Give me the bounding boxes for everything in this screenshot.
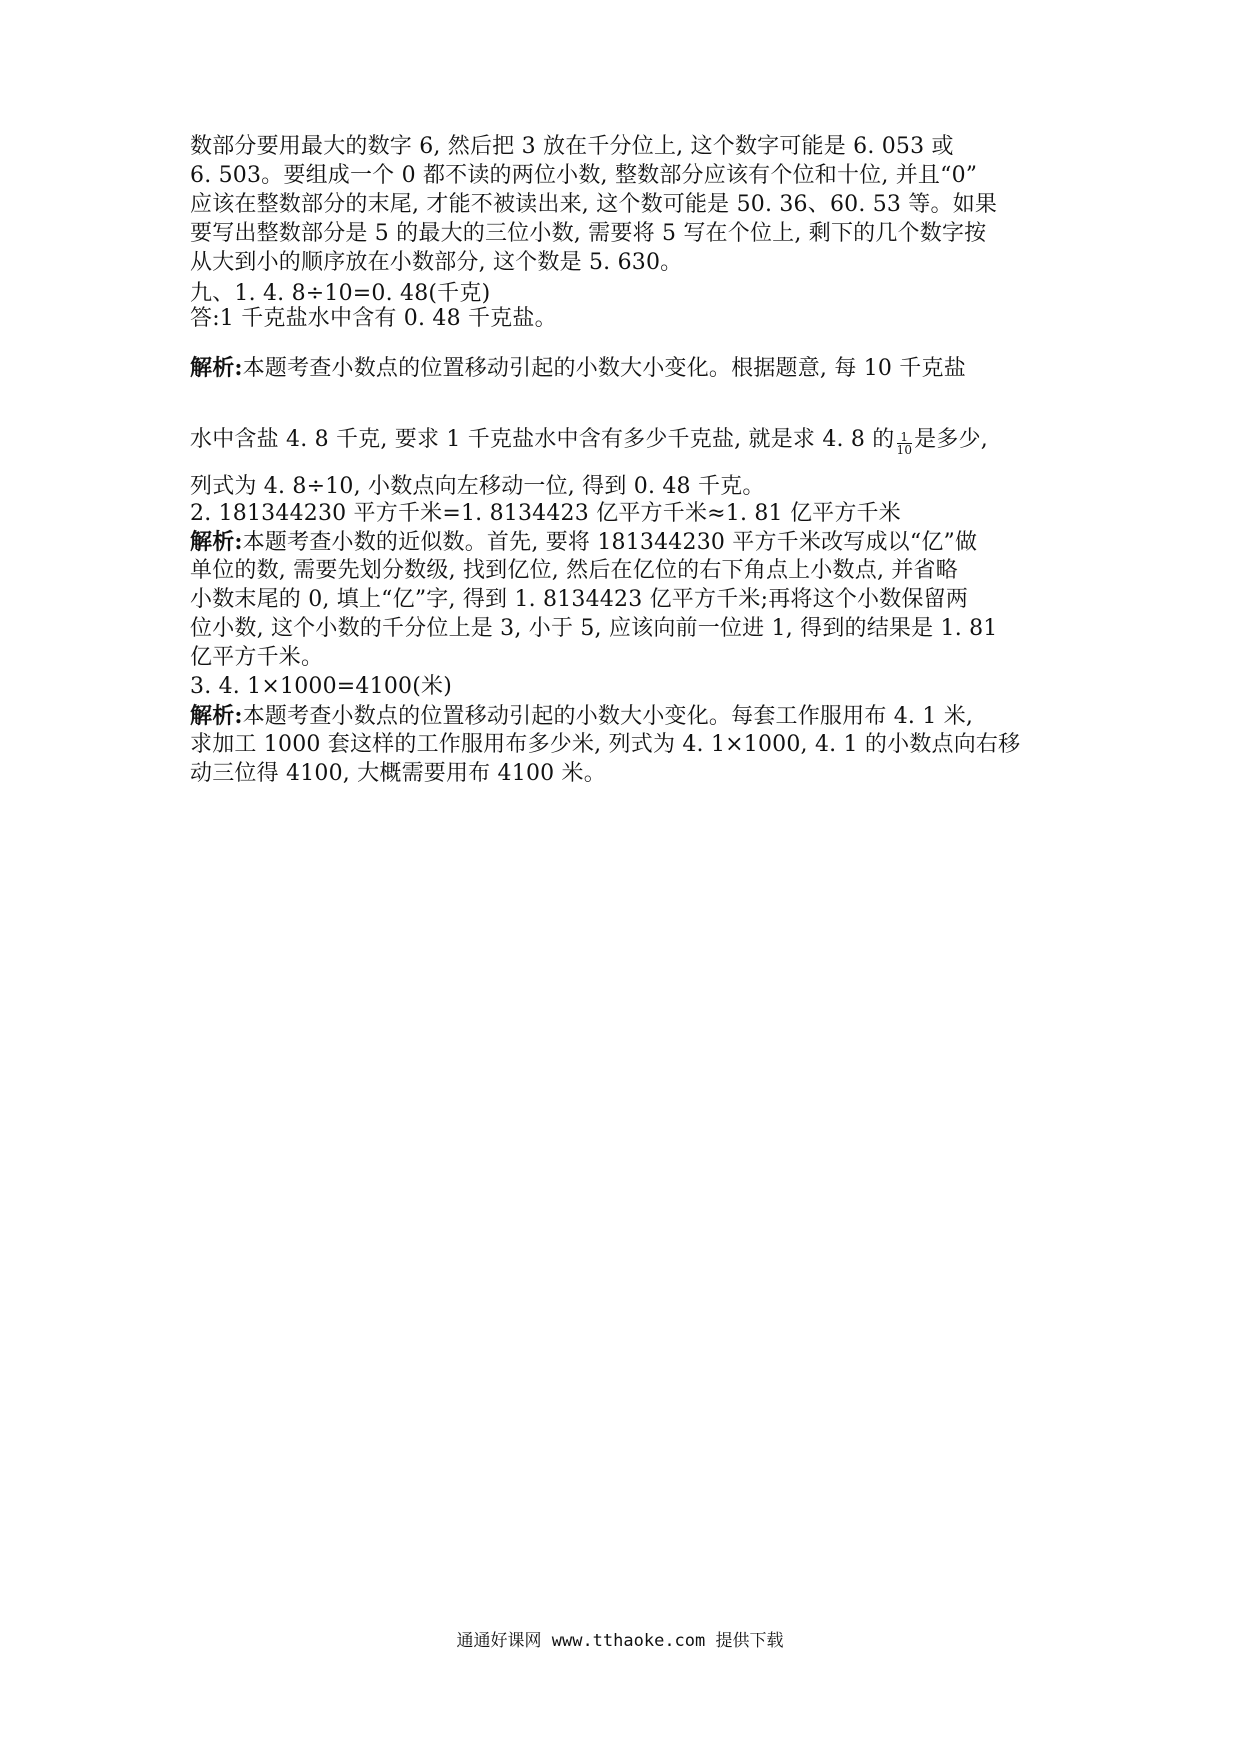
analysis-label: 解析: xyxy=(190,355,243,381)
text-line: 列式为 4. 8÷10, 小数点向左移动一位, 得到 0. 48 千克。 xyxy=(190,474,765,499)
text-line: 小数末尾的 0, 填上“亿”字, 得到 1. 8134423 亿平方千米;再将这个小数保留两 xyxy=(190,587,969,612)
fraction xyxy=(896,429,913,457)
text-line: 6. 503。要组成一个 0 都不读的两位小数, 整数部分应该有个位和十位, 并且“0” xyxy=(190,163,978,188)
text-line: 单位的数, 需要先划分数级, 找到亿位, 然后在亿位的右下角点上小数点, 并省略 xyxy=(190,558,958,583)
answer-statement: 答:1 千克盐水中含有 0. 48 千克盐。 xyxy=(190,306,557,331)
fraction-numerator: 1 xyxy=(897,431,913,444)
text-line: 动三位得 4100, 大概需要用布 4100 米。 xyxy=(190,761,606,786)
analysis-text: 本题考查小数的近似数。首先, 要将 181344230 平方千米改写成以“亿”做 xyxy=(242,530,978,555)
text-line: 亿平方千米。 xyxy=(190,645,324,670)
text-line: 位小数, 这个小数的千分位上是 3, 小于 5, 应该向前一位进 1, 得到的结果是 1. 81 xyxy=(190,616,998,641)
text-line: 应该在整数部分的末尾, 才能不被读出来, 这个数可能是 50. 36、60. 53 等。如果 xyxy=(190,192,998,217)
text-line xyxy=(190,426,1060,457)
text-line: 求加工 1000 套这样的工作服用布多少米, 列式为 4. 1×1000, 4. 1 的小数点向右移 xyxy=(190,732,1021,757)
text-segment: 是多少, xyxy=(914,427,988,452)
text-line: 数部分要用最大的数字 6, 然后把 3 放在千分位上, 这个数字可能是 6. 053 或 xyxy=(190,134,954,159)
analysis-label: 解析: xyxy=(190,529,243,555)
analysis-text: 本题考查小数点的位置移动引起的小数大小变化。每套工作服用布 4. 1 米, xyxy=(242,704,974,729)
analysis-label: 解析: xyxy=(190,703,243,729)
question-2-answer: 2. 181344230 平方千米=1. 8134423 亿平方千米≈1. 81 亿平方千米 xyxy=(190,501,901,526)
page-footer: 通通好课网 www.tthaoke.com 提供下载 xyxy=(456,1631,784,1651)
analysis-paragraph xyxy=(190,354,1060,383)
analysis-paragraph xyxy=(190,528,1060,557)
text-segment: 水中含盐 4. 8 千克, 要求 1 千克盐水中含有多少千克盐, 就是求 4. 8 的 xyxy=(190,427,895,452)
analysis-paragraph xyxy=(190,702,1060,731)
question-3-answer: 3. 4. 1×1000=4100(米) xyxy=(190,674,452,699)
question-9-answer: 九、1. 4. 8÷10=0. 48(千克) xyxy=(190,281,491,306)
text-line: 要写出整数部分是 5 的最大的三位小数, 需要将 5 写在个位上, 剩下的几个数字按 xyxy=(190,221,987,246)
analysis-text: 本题考查小数点的位置移动引起的小数大小变化。根据题意, 每 10 千克盐 xyxy=(242,356,966,381)
fraction-denominator: 10 xyxy=(896,442,913,457)
text-line: 从大到小的顺序放在小数部分, 这个数是 5. 630。 xyxy=(190,250,683,275)
